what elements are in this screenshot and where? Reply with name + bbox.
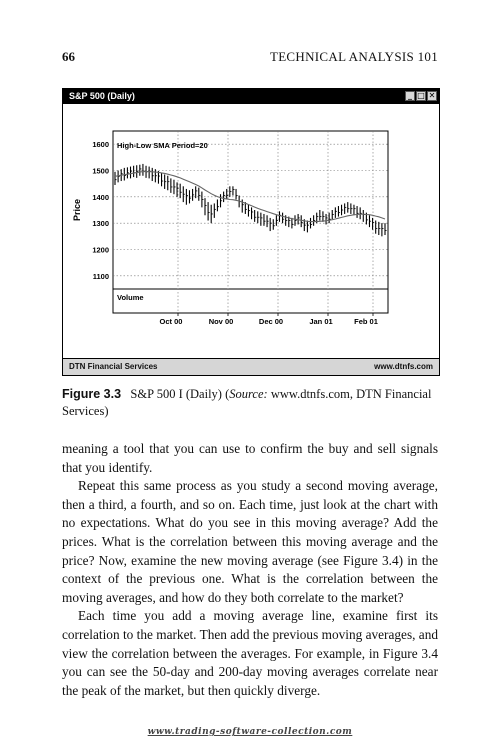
status-url: www.dtnfs.com <box>374 362 433 371</box>
x-tick-label: Feb 01 <box>354 317 378 326</box>
caption-text-before: S&P 500 I (Daily) ( <box>130 387 230 401</box>
volume-label: Volume <box>117 293 144 302</box>
y-tick-label: 1100 <box>92 271 109 281</box>
page-number: 66 <box>62 49 75 64</box>
caption-text-after: www.dtnfs.com, DTN Financial Services) <box>62 387 432 418</box>
body-text <box>62 440 438 700</box>
chart-window <box>62 88 440 376</box>
y-tick-label: 1200 <box>92 245 109 255</box>
y-tick-label: 1500 <box>92 166 109 176</box>
close-icon[interactable]: ✕ <box>428 91 436 100</box>
maximize-icon[interactable]: □ <box>417 91 425 100</box>
window-statusbar <box>63 358 439 375</box>
window-title: S&P 500 (Daily) <box>69 91 135 101</box>
y-tick-label: 1300 <box>92 219 109 229</box>
figure-caption <box>62 386 438 420</box>
footer-watermark: www.trading-software-collection.com <box>147 727 353 737</box>
x-tick-label: Nov 00 <box>208 317 234 326</box>
price-chart <box>63 89 439 375</box>
minimize-icon[interactable]: _ <box>405 91 415 101</box>
caption-source-label: Source: <box>229 387 268 401</box>
y-axis-label: Price <box>72 198 82 222</box>
running-title: TECHNICAL ANALYSIS 101 <box>269 49 438 64</box>
x-tick-label: Dec 00 <box>258 317 284 326</box>
x-tick-label: Oct 00 <box>159 317 183 326</box>
plot-area <box>113 131 388 313</box>
x-tick-label: Jan 01 <box>309 317 333 326</box>
paragraph: Each time you add a moving average line, examine first its correlation to the market. Then add the previous moving averages, and view the correlation between the averages. For example, in Figure 3.4 you can see the 50-day and 200-day moving averages correlate near the peak of the market, but then quickly diverge. <box>62 608 438 698</box>
window-titlebar[interactable] <box>63 89 439 104</box>
status-provider: DTN Financial Services <box>69 362 158 371</box>
y-tick-label: 1400 <box>92 192 109 202</box>
y-tick-label: 1600 <box>92 140 109 150</box>
paragraph: meaning a tool that you can use to confirm the buy and sell signals that you identify. <box>62 441 438 475</box>
chart-legend: High-Low SMA Period=20 <box>117 141 208 150</box>
paragraph: Repeat this same process as you study a second moving average, then a third, a fourth, and so on. Each time, just look at the chart with no expectations. What do you see in this moving average? Add the prices. What is the correlation between this moving average and the price? Now, examine the new moving average (see Figure 3.4) in the context of the previous one. What is the correlation between the moving averages, and how do they both correlate to the market? <box>62 478 438 605</box>
figure-label: Figure 3.3 <box>62 387 122 401</box>
